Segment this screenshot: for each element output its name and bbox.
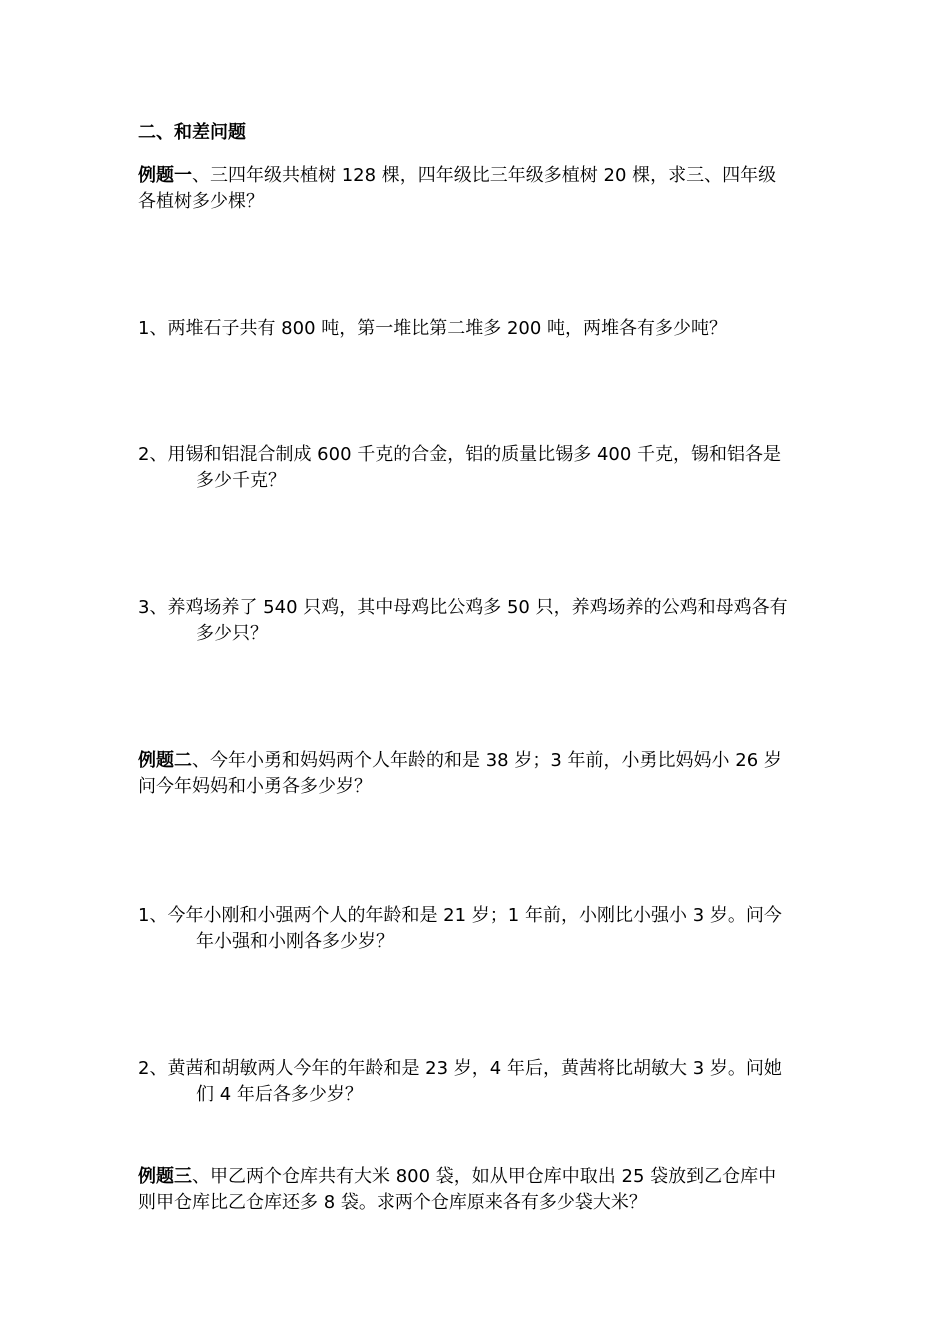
- problem-2-2: [138, 1056, 828, 1108]
- example-2-line-1: [138, 748, 828, 774]
- problem-1-3: [138, 595, 828, 647]
- example-3-line-1: [138, 1164, 828, 1190]
- example-2-line-2: 问今年妈妈和小勇各多少岁？: [138, 776, 372, 797]
- example-1-line-1: [138, 163, 828, 189]
- problem-2-2-line-1: 2、黄茜和胡敏两人今年的年龄和是 23 岁，4 年后，黄茜将比胡敏大 3 岁。问她: [138, 1058, 782, 1079]
- example-1-line-2: 各植树多少棵？: [138, 191, 264, 212]
- example-2-label: 例题二: [138, 750, 192, 771]
- example-3-line-2: 则甲仓库比乙仓库还多 8 袋。求两个仓库原来各有多少袋大米？: [138, 1192, 647, 1213]
- example-1-label: 例题一: [138, 165, 192, 186]
- problem-2-1: [138, 903, 828, 955]
- example-3-text: 、甲乙两个仓库共有大米 800 袋，如从甲仓库中取出 25 袋放到乙仓库中: [192, 1166, 777, 1187]
- problem-1-1-line-1: 1、两堆石子共有 800 吨，第一堆比第二堆多 200 吨，两堆各有多少吨？: [138, 318, 728, 339]
- example-3-label: 例题三: [138, 1166, 192, 1187]
- problem-2-1-line-2: 年小强和小刚各多少岁？: [196, 931, 394, 952]
- problem-1-1: [138, 316, 828, 342]
- problem-1-2-line-2: 多少千克？: [196, 470, 286, 491]
- example-1-text: 、三四年级共植树 128 棵，四年级比三年级多植树 20 棵，求三、四年级: [192, 165, 777, 186]
- problem-1-2: [138, 442, 828, 494]
- section-title: 二、和差问题: [138, 122, 246, 143]
- problem-1-3-line-2: 多少只？: [196, 623, 268, 644]
- problem-1-2-line-1: 2、用锡和铝混合制成 600 千克的合金，铝的质量比锡多 400 千克，锡和铝各是: [138, 444, 782, 465]
- example-2: [138, 748, 828, 800]
- problem-2-1-line-1: 1、今年小刚和小强两个人的年龄和是 21 岁；1 年前，小刚比小强小 3 岁。问今: [138, 905, 782, 926]
- problem-1-3-line-1: 3、养鸡场养了 540 只鸡，其中母鸡比公鸡多 50 只，养鸡场养的公鸡和母鸡各有: [138, 597, 788, 618]
- example-3: [138, 1164, 828, 1216]
- example-2-text: 、今年小勇和妈妈两个人年龄的和是 38 岁；3 年前，小勇比妈妈小 26 岁: [192, 750, 782, 771]
- example-1: [138, 163, 828, 215]
- problem-2-2-line-2: 们 4 年后各多少岁？: [196, 1084, 363, 1105]
